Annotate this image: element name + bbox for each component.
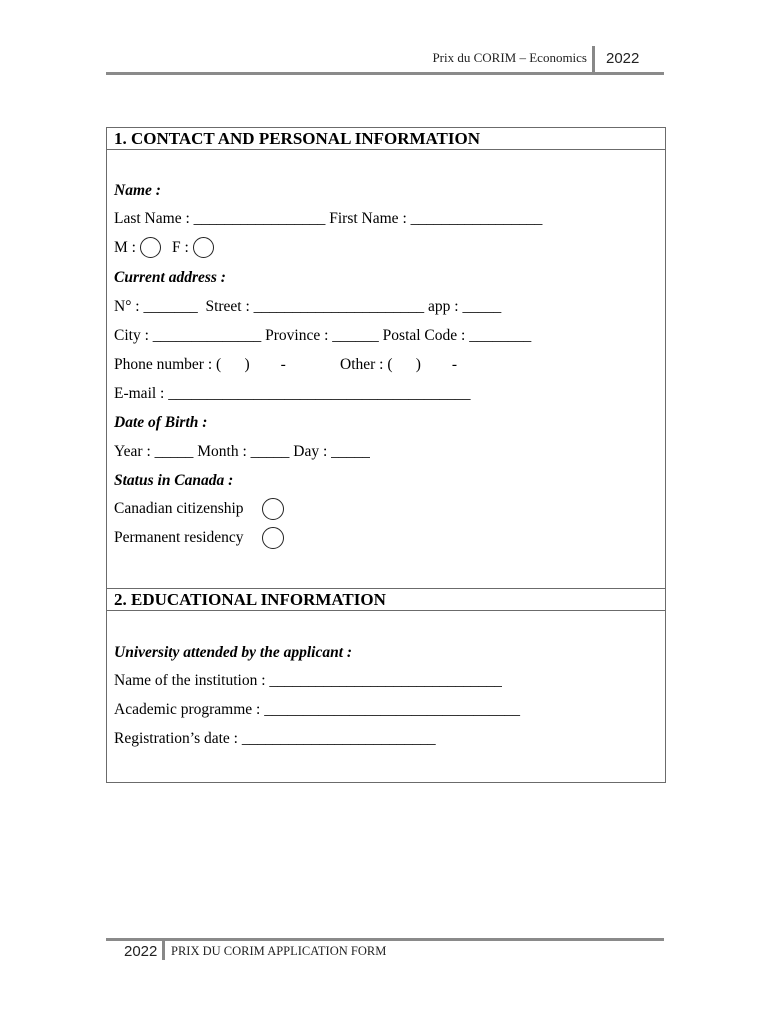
contact-section-title: 1. CONTACT AND PERSONAL INFORMATION [107, 128, 665, 150]
header-title: Prix du CORIM – Economics [432, 50, 587, 65]
institution-field[interactable]: Name of the institution : ______________________________ [114, 672, 502, 689]
gender-f-radio[interactable] [193, 237, 214, 258]
education-section-title: 2. EDUCATIONAL INFORMATION [107, 589, 665, 611]
university-heading: University attended by the applicant : [114, 644, 353, 661]
city-fields[interactable]: City : ______________ Province : ______ Postal Code : ________ [114, 327, 532, 344]
gender-m-radio[interactable] [140, 237, 161, 258]
status-residency-label: Permanent residency [114, 529, 244, 546]
address-fields[interactable]: N° : _______ Street : ______________________ app : _____ [114, 298, 502, 315]
header-year: 2022 [606, 50, 640, 67]
email-field[interactable]: E-mail : _______________________________________ [114, 385, 471, 402]
gender-m-label: M : [114, 239, 136, 256]
footer-year: 2022 [124, 943, 158, 960]
address-heading: Current address : [114, 269, 226, 286]
dob-fields[interactable]: Year : _____ Month : _____ Day : _____ [114, 443, 370, 460]
gender-f-label: F : [172, 239, 189, 256]
programme-field[interactable]: Academic programme : _________________________________ [114, 701, 520, 718]
status-citizenship-label: Canadian citizenship [114, 500, 244, 517]
status-heading: Status in Canada : [114, 472, 234, 489]
phone-fields[interactable]: Phone number : ( ) - Other : ( ) - [114, 356, 458, 373]
status-citizenship-radio[interactable] [262, 498, 284, 520]
name-fields[interactable]: Last Name : _________________ First Name : _________________ [114, 210, 543, 227]
footer-separator [162, 940, 165, 960]
header-rule [106, 72, 664, 75]
footer-rule [106, 938, 664, 941]
header-separator [592, 46, 595, 72]
registration-date-field[interactable]: Registration’s date : _________________________ [114, 730, 436, 747]
name-heading: Name : [114, 182, 161, 199]
dob-heading: Date of Birth : [114, 414, 208, 431]
footer-title: PRIX DU CORIM APPLICATION FORM [171, 944, 387, 958]
status-residency-radio[interactable] [262, 527, 284, 549]
